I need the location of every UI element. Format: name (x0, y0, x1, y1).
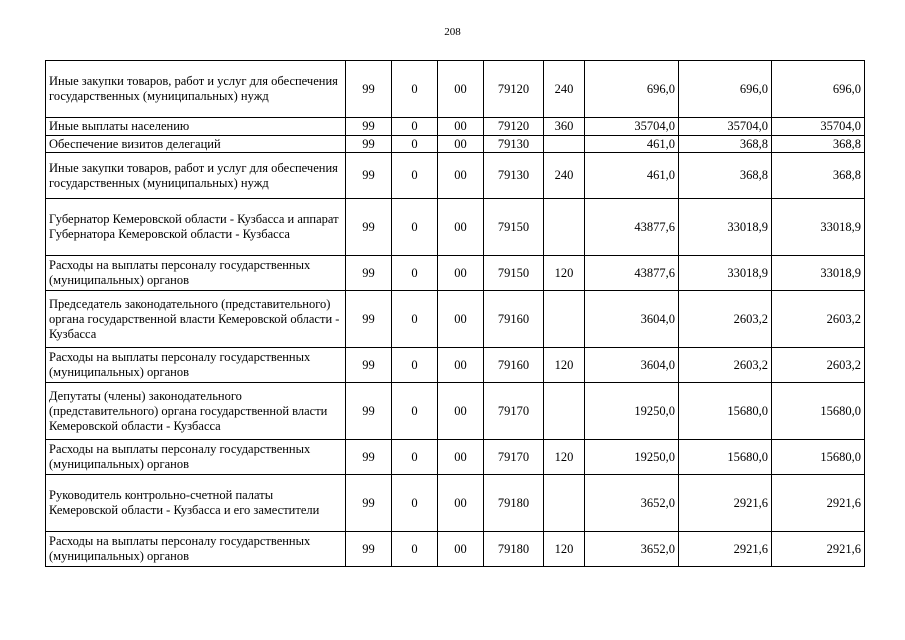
row-code-program-cell: 0 (392, 256, 438, 291)
row-code-expense-type-cell (544, 199, 585, 256)
row-code-section-cell: 99 (346, 475, 392, 532)
row-value-1-cell: 35704,0 (585, 118, 679, 136)
row-code-expense-type-cell: 120 (544, 440, 585, 475)
row-code-section-cell: 99 (346, 291, 392, 348)
row-code-subprogram-cell: 00 (438, 256, 484, 291)
table-row (46, 136, 865, 153)
row-code-direction-cell: 79130 (484, 153, 544, 199)
row-value-3-cell: 2603,2 (772, 291, 865, 348)
row-value-3-cell: 15680,0 (772, 383, 865, 440)
table-row (46, 440, 865, 475)
row-code-expense-type-cell (544, 475, 585, 532)
row-name-cell: Руководитель контрольно-счетной палаты Кемеровской области - Кузбасса и его заместители (46, 475, 346, 532)
row-value-2-cell: 35704,0 (679, 118, 772, 136)
row-code-direction-cell: 79180 (484, 532, 544, 567)
row-code-subprogram-cell: 00 (438, 348, 484, 383)
row-code-direction-cell: 79160 (484, 348, 544, 383)
row-code-section-cell: 99 (346, 153, 392, 199)
row-value-3-cell: 2921,6 (772, 475, 865, 532)
row-code-direction-cell: 79150 (484, 199, 544, 256)
row-code-expense-type-cell: 240 (544, 153, 585, 199)
table-row (46, 383, 865, 440)
row-value-1-cell: 3604,0 (585, 348, 679, 383)
row-value-2-cell: 2603,2 (679, 348, 772, 383)
row-code-direction-cell: 79120 (484, 118, 544, 136)
table-row (46, 475, 865, 532)
row-value-2-cell: 2921,6 (679, 475, 772, 532)
row-code-section-cell: 99 (346, 256, 392, 291)
table-row (46, 348, 865, 383)
table-row (46, 61, 865, 118)
table-row (46, 256, 865, 291)
row-name-cell: Депутаты (члены) законодательного (представительного) органа государственной власти Кемеровской области - Кузбасса (46, 383, 346, 440)
row-value-2-cell: 368,8 (679, 153, 772, 199)
row-value-2-cell: 33018,9 (679, 199, 772, 256)
row-value-3-cell: 15680,0 (772, 440, 865, 475)
row-code-section-cell: 99 (346, 348, 392, 383)
row-code-program-cell: 0 (392, 532, 438, 567)
row-code-subprogram-cell: 00 (438, 532, 484, 567)
table-row (46, 199, 865, 256)
row-code-expense-type-cell: 120 (544, 348, 585, 383)
row-code-subprogram-cell: 00 (438, 136, 484, 153)
row-value-2-cell: 2921,6 (679, 532, 772, 567)
row-name-cell: Расходы на выплаты персоналу государственных (муниципальных) органов (46, 348, 346, 383)
row-code-direction-cell: 79170 (484, 383, 544, 440)
row-code-program-cell: 0 (392, 153, 438, 199)
row-code-expense-type-cell: 120 (544, 532, 585, 567)
row-value-3-cell: 33018,9 (772, 199, 865, 256)
row-value-3-cell: 368,8 (772, 153, 865, 199)
row-value-2-cell: 15680,0 (679, 440, 772, 475)
row-code-direction-cell: 79180 (484, 475, 544, 532)
row-code-subprogram-cell: 00 (438, 153, 484, 199)
row-code-program-cell: 0 (392, 475, 438, 532)
row-code-program-cell: 0 (392, 440, 438, 475)
row-name-cell: Иные закупки товаров, работ и услуг для обеспечения государственных (муниципальных) нужд (46, 61, 346, 118)
row-value-2-cell: 2603,2 (679, 291, 772, 348)
row-code-expense-type-cell: 360 (544, 118, 585, 136)
row-value-1-cell: 43877,6 (585, 199, 679, 256)
row-code-expense-type-cell (544, 291, 585, 348)
table-row (46, 153, 865, 199)
row-code-direction-cell: 79150 (484, 256, 544, 291)
row-code-program-cell: 0 (392, 136, 438, 153)
row-code-direction-cell: 79130 (484, 136, 544, 153)
row-code-subprogram-cell: 00 (438, 199, 484, 256)
row-code-direction-cell: 79160 (484, 291, 544, 348)
row-value-1-cell: 461,0 (585, 136, 679, 153)
table-row (46, 532, 865, 567)
row-value-3-cell: 33018,9 (772, 256, 865, 291)
row-code-section-cell: 99 (346, 61, 392, 118)
row-code-section-cell: 99 (346, 440, 392, 475)
row-value-1-cell: 3652,0 (585, 532, 679, 567)
row-code-section-cell: 99 (346, 118, 392, 136)
row-code-subprogram-cell: 00 (438, 118, 484, 136)
row-code-program-cell: 0 (392, 61, 438, 118)
row-code-section-cell: 99 (346, 199, 392, 256)
row-value-3-cell: 368,8 (772, 136, 865, 153)
row-code-direction-cell: 79120 (484, 61, 544, 118)
row-value-2-cell: 15680,0 (679, 383, 772, 440)
row-code-program-cell: 0 (392, 348, 438, 383)
row-value-1-cell: 19250,0 (585, 383, 679, 440)
row-value-3-cell: 2603,2 (772, 348, 865, 383)
row-name-cell: Губернатор Кемеровской области - Кузбасса и аппарат Губернатора Кемеровской области - Кузбасса (46, 199, 346, 256)
row-name-cell: Иные закупки товаров, работ и услуг для обеспечения государственных (муниципальных) нужд (46, 153, 346, 199)
table-row (46, 118, 865, 136)
row-value-1-cell: 461,0 (585, 153, 679, 199)
page-number: 208 (444, 26, 461, 38)
row-code-subprogram-cell: 00 (438, 475, 484, 532)
row-name-cell: Расходы на выплаты персоналу государственных (муниципальных) органов (46, 532, 346, 567)
row-code-section-cell: 99 (346, 136, 392, 153)
row-code-program-cell: 0 (392, 118, 438, 136)
row-code-program-cell: 0 (392, 383, 438, 440)
row-value-3-cell: 35704,0 (772, 118, 865, 136)
row-value-1-cell: 696,0 (585, 61, 679, 118)
row-name-cell: Председатель законодательного (представительного) органа государственной власти Кемеровской области - Кузбасса (46, 291, 346, 348)
row-code-subprogram-cell: 00 (438, 61, 484, 118)
row-name-cell: Иные выплаты населению (46, 118, 346, 136)
row-code-section-cell: 99 (346, 532, 392, 567)
row-value-3-cell: 2921,6 (772, 532, 865, 567)
row-code-expense-type-cell: 240 (544, 61, 585, 118)
row-code-subprogram-cell: 00 (438, 383, 484, 440)
row-value-1-cell: 3652,0 (585, 475, 679, 532)
row-code-program-cell: 0 (392, 199, 438, 256)
budget-table (45, 60, 865, 567)
row-code-expense-type-cell: 120 (544, 256, 585, 291)
row-code-section-cell: 99 (346, 383, 392, 440)
row-value-1-cell: 43877,6 (585, 256, 679, 291)
row-name-cell: Обеспечение визитов делегаций (46, 136, 346, 153)
row-value-1-cell: 3604,0 (585, 291, 679, 348)
row-value-2-cell: 368,8 (679, 136, 772, 153)
row-code-program-cell: 0 (392, 291, 438, 348)
row-value-2-cell: 33018,9 (679, 256, 772, 291)
row-value-2-cell: 696,0 (679, 61, 772, 118)
row-code-expense-type-cell (544, 383, 585, 440)
row-value-3-cell: 696,0 (772, 61, 865, 118)
row-value-1-cell: 19250,0 (585, 440, 679, 475)
row-code-subprogram-cell: 00 (438, 440, 484, 475)
table-row (46, 291, 865, 348)
row-code-subprogram-cell: 00 (438, 291, 484, 348)
row-code-direction-cell: 79170 (484, 440, 544, 475)
row-code-expense-type-cell (544, 136, 585, 153)
row-name-cell: Расходы на выплаты персоналу государственных (муниципальных) органов (46, 256, 346, 291)
row-name-cell: Расходы на выплаты персоналу государственных (муниципальных) органов (46, 440, 346, 475)
